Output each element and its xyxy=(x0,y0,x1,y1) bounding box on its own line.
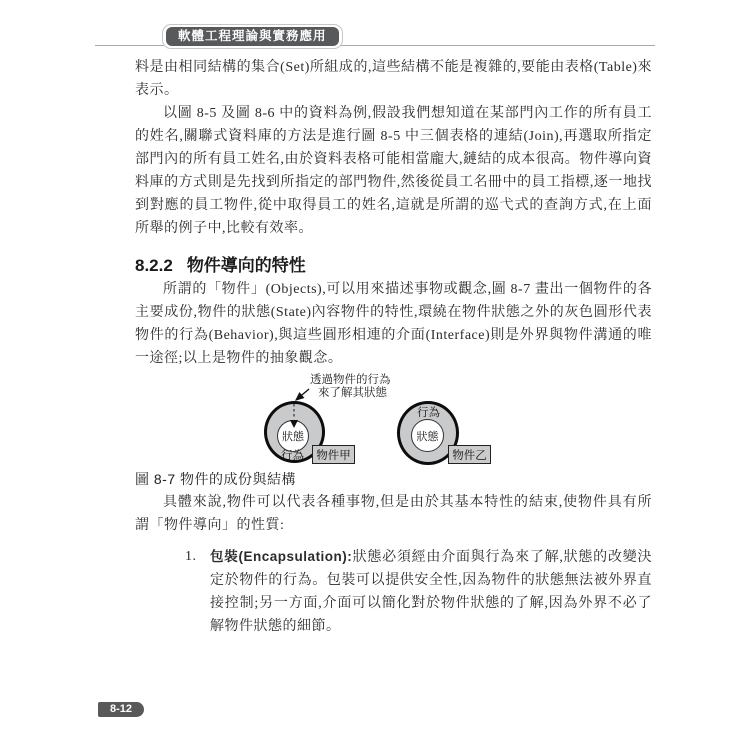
list-item-encapsulation xyxy=(135,545,652,638)
page-content xyxy=(135,56,652,638)
object-a-name-box xyxy=(312,445,355,464)
object-b-behavior-label: 行為 xyxy=(417,407,440,419)
section-heading xyxy=(135,254,652,278)
object-a-state-label: 狀態 xyxy=(282,431,304,443)
object-b-name-box xyxy=(448,445,491,464)
list-item-number: 1. xyxy=(185,549,197,564)
object-a-name-label: 物件甲 xyxy=(316,449,351,462)
annotation-arrow xyxy=(296,389,309,400)
page-number-badge: 8-12 xyxy=(98,702,144,717)
section-title: 物件導向的特性 xyxy=(186,256,306,275)
object-a-behavior-label: 行為 xyxy=(281,450,304,462)
paragraph-continuation: 料是由相同結構的集合(Set)所組成的,這些結構不能是複雜的,要能由表格(Table)來表示。 xyxy=(135,60,652,98)
object-b-state-circle xyxy=(411,419,444,452)
list-item-term: 包裝(Encapsulation): xyxy=(210,549,353,564)
figure-arrows xyxy=(135,374,652,468)
object-b-state-label: 狀態 xyxy=(416,430,439,443)
annotation-line1: 透過物件的行為 xyxy=(310,374,391,386)
annotation-line2: 來了解其狀態 xyxy=(318,387,387,399)
list-item-body xyxy=(210,545,652,638)
header-tab xyxy=(162,24,343,49)
list-item-text: 狀態必須經由介面與行為來了解,狀態的改變決定於物件的行為。包裝可以提供安全性,因為物件的狀態無法被外界直接控制;另一方面,介面可以簡化對於物件狀態的了解,因為外界不必了解物件狀態的細節。 xyxy=(210,550,652,634)
figure-annotation xyxy=(310,374,391,400)
paragraph-database-example: 以圖 8-5 及圖 8-6 中的資料為例,假設我們想知道在某部門內工作的所有員工的姓名,關聯式資料庫的方法是進行圖 8-5 中三個表格的連結(Join),再選取所指定部門內的所有員工姓名,由於資料表格可能相當龐大,鏈結的成本很高。物件導向資料庫的方式則是先找到所指定的部門物件,然後從員工名冊中的員工指標,逐一地找到對應的員工物件,從中取得員工的姓名,這就是所謂的巡弋式的查詢方式,在上面所舉的例子中,比較有效率。 xyxy=(135,106,652,236)
figure-8-7 xyxy=(135,374,652,468)
section-number: 8.2.2 xyxy=(135,256,173,275)
object-b-name-label: 物件乙 xyxy=(452,449,487,462)
paragraph-object-definition: 所謂的「物件」(Objects),可以用來描述事物或觀念,圖 8-7 畫出一個物件的各主要成份,物件的狀態(State)內容物件的特性,環繞在物件狀態之外的灰色圓形代表物件的行為(Behavior),與這些圓形相連的介面(Interface)則是外界與物件溝通的唯一途徑;以上是物件的抽象觀念。 xyxy=(135,282,652,366)
book-title-badge: 軟體工程理論與實務應用 xyxy=(166,27,339,46)
paragraph-object-properties: 具體來說,物件可以代表各種事物,但是由於其基本特性的結束,使物件具有所謂「物件導向」的性質: xyxy=(135,495,652,533)
figure-caption: 圖 8-7 物件的成份與結構 xyxy=(135,471,297,487)
